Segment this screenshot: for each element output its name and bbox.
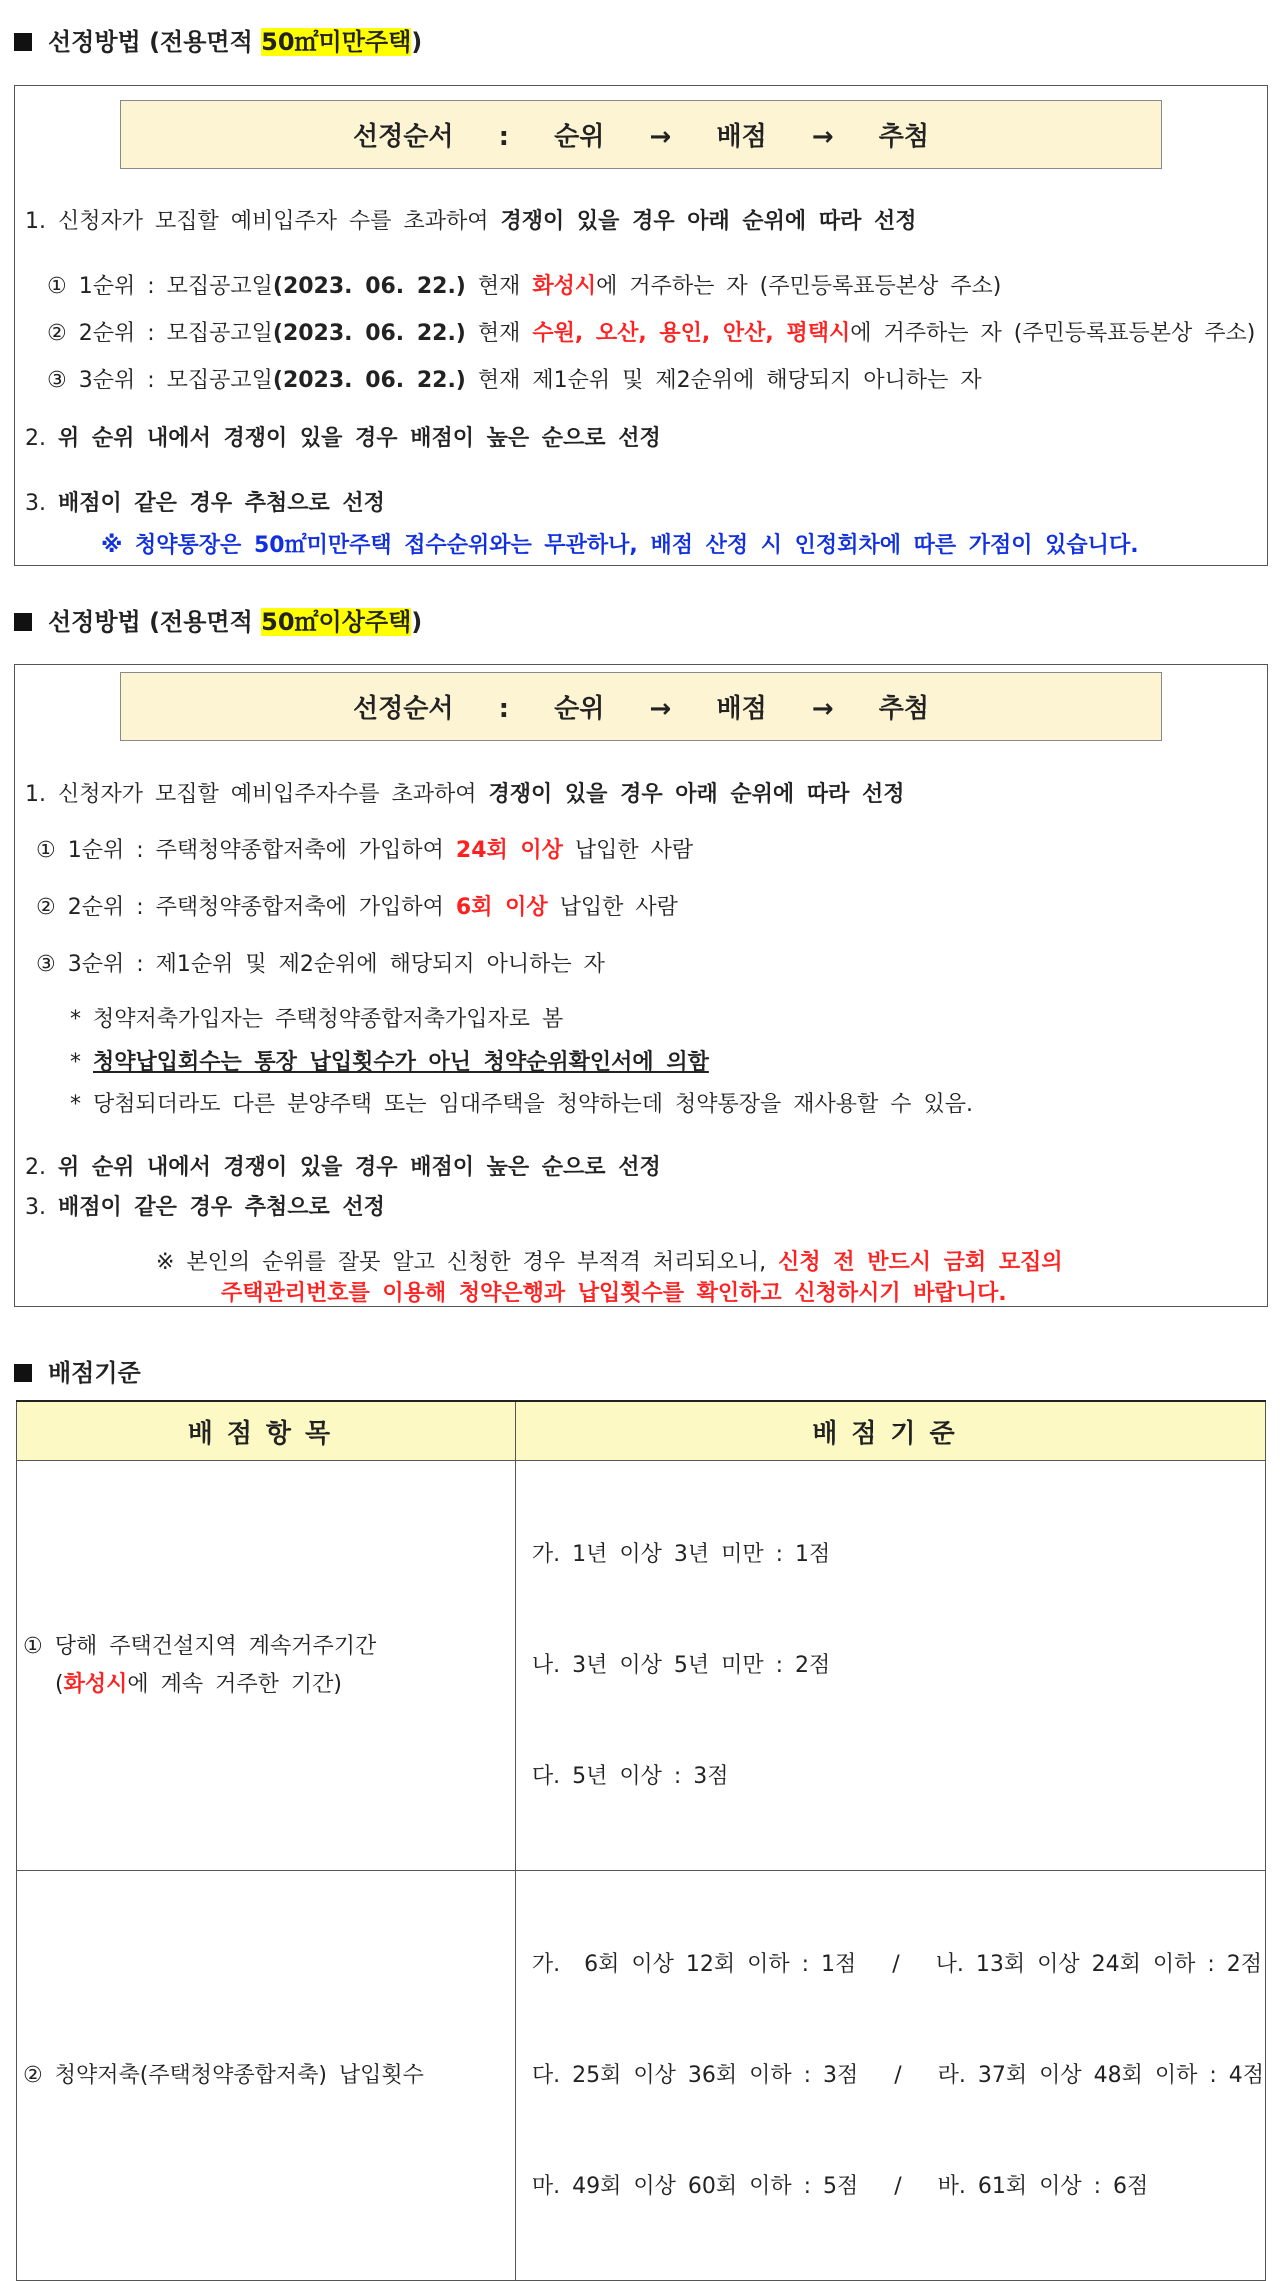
scoring-table bbox=[16, 1400, 1266, 2281]
section2-warning-red: 신청 전 반드시 금회 모집의 bbox=[778, 1250, 1063, 1275]
section2-warning-line2: 주택관리번호를 이용해 청약은행과 납입횟수를 확인하고 신청하시기 바랍니다. bbox=[221, 1281, 1007, 1306]
row1-criteria-2: 나. 3년 이상 5년 미만 : 2점 bbox=[531, 1653, 831, 1678]
section1-item2 bbox=[25, 421, 661, 452]
section1-item3-text: 배점이 같은 경우 추첨으로 선정 bbox=[57, 491, 385, 516]
section1-rank2-rest: 에 거주하는 자 (주민등록표등본상 주소) bbox=[850, 321, 1256, 346]
section2-item1 bbox=[25, 777, 905, 808]
section2-heading-text: 선정방법 (전용면적 bbox=[48, 608, 262, 636]
row1-criteria bbox=[515, 1461, 1265, 1871]
section1-rank1 bbox=[47, 269, 1001, 300]
section1-rank2-cities: 수원, 오산, 용인, 안산, 평택시 bbox=[532, 321, 851, 346]
section1-rank1-rest: 에 거주하는 자 (주민등록표등본상 주소) bbox=[596, 274, 1002, 299]
section1-rank3 bbox=[47, 363, 982, 394]
section1-rank2-text: 현재 bbox=[465, 321, 533, 346]
row2-criteria-2: 다. 25회 이상 36회 이하 : 3점 / 라. 37회 이상 48회 이하 : 4점 bbox=[531, 2063, 1264, 2088]
row1-rest: 에 계속 거주한 기간) bbox=[127, 1671, 342, 1697]
row1-item-line1: ① 당해 주택건설지역 계속거주기간 bbox=[23, 1633, 377, 1659]
row1-city: 화성시 bbox=[63, 1671, 128, 1697]
section1-banner: 선정순서 : 순위 → 배점 → 추첨 bbox=[120, 100, 1162, 169]
section2-rank2-label: ② 2순위 : 주택청약종합저축에 가입하여 bbox=[36, 895, 456, 920]
section2-item3 bbox=[25, 1190, 385, 1221]
section2-item2 bbox=[25, 1150, 661, 1181]
row2-criteria-1: 가. 6회 이상 12회 이하 : 1점 / 나. 13회 이상 24회 이하 : 2점 bbox=[531, 1952, 1262, 1977]
section2-note2-mark: * bbox=[70, 1050, 93, 1075]
row1-paren: ( bbox=[55, 1671, 64, 1697]
table-row bbox=[17, 1871, 1266, 2281]
row1-criteria-1: 가. 1년 이상 3년 미만 : 1점 bbox=[531, 1542, 831, 1567]
section2-rank1-rest: 납입한 사람 bbox=[562, 838, 694, 863]
section2-note1: * 청약저축가입자는 주택청약종합저축가입자로 봄 bbox=[70, 1007, 564, 1032]
section1-item2-num: 2. bbox=[25, 426, 58, 451]
section1-item3-num: 3. bbox=[25, 491, 58, 516]
section2-note2 bbox=[70, 1045, 709, 1076]
section1-heading-highlight: 50㎡미만주택 bbox=[261, 28, 412, 56]
section2-item3-text: 배점이 같은 경우 추첨으로 선정 bbox=[57, 1195, 385, 1220]
section2-heading-highlight: 50㎡이상주택 bbox=[261, 608, 412, 636]
row1-item-line2 bbox=[23, 1666, 514, 1704]
section2-item3-num: 3. bbox=[25, 1195, 58, 1220]
section2-rank1 bbox=[36, 833, 693, 864]
square-bullet-icon bbox=[14, 33, 32, 51]
section2-rank2 bbox=[36, 890, 678, 921]
section2-note2-text: 청약납입회수는 통장 납입횟수가 아닌 청약순위확인서에 의함 bbox=[93, 1050, 709, 1075]
section1-item1-bold: 경쟁이 있을 경우 아래 순위에 따라 선정 bbox=[500, 209, 917, 234]
section2-warning-text: ※ 본인의 순위를 잘못 알고 신청한 경우 부적격 처리되오니, bbox=[156, 1250, 779, 1275]
section1-rank2-label: ② 2순위 : 모집공고일 bbox=[47, 321, 273, 346]
section3-heading-text: 배점기준 bbox=[48, 1359, 141, 1387]
section2-rank2-rest: 납입한 사람 bbox=[547, 895, 678, 920]
square-bullet-icon bbox=[14, 1364, 32, 1382]
row2-item: ② 청약저축(주택청약종합저축) 납입횟수 bbox=[17, 1871, 516, 2281]
section1-rank2 bbox=[47, 316, 1255, 347]
section1-rank3-label: ③ 3순위 : 모집공고일 bbox=[47, 368, 273, 393]
section1-rank3-rest: 현재 제1순위 및 제2순위에 해당되지 아니하는 자 bbox=[465, 368, 982, 393]
section2-rank1-label: ① 1순위 : 주택청약종합저축에 가입하여 bbox=[36, 838, 456, 863]
section1-rank1-label: ① 1순위 : 모집공고일 bbox=[47, 274, 273, 299]
section1-note: ※ 청약통장은 50㎡미만주택 접수순위와는 무관하나, 배점 산정 시 인정회차에 따른 가점이 있습니다. bbox=[101, 533, 1139, 558]
section1-item2-text: 위 순위 내에서 경쟁이 있을 경우 배점이 높은 순으로 선정 bbox=[57, 426, 661, 451]
section1-item1-text: 1. 신청자가 모집할 예비입주자 수를 초과하여 bbox=[25, 209, 501, 234]
header-score-item: 배점항목 bbox=[17, 1401, 516, 1461]
section3-heading bbox=[14, 1353, 141, 1388]
section2-rank1-count: 24회 이상 bbox=[455, 838, 563, 863]
table-row bbox=[17, 1461, 1266, 1871]
section1-rank3-date: (2023. 06. 22.) bbox=[272, 368, 466, 393]
section1-item3 bbox=[25, 486, 385, 517]
section2-rank2-count: 6회 이상 bbox=[455, 895, 548, 920]
section2-rank3: ③ 3순위 : 제1순위 및 제2순위에 해당되지 아니하는 자 bbox=[36, 952, 605, 977]
section1-rank1-text: 현재 bbox=[465, 274, 533, 299]
section1-heading-suffix: ) bbox=[411, 28, 423, 56]
section1-box bbox=[14, 85, 1268, 566]
section2-item2-text: 위 순위 내에서 경쟁이 있을 경우 배점이 높은 순으로 선정 bbox=[57, 1155, 661, 1180]
table-header-row bbox=[17, 1401, 1266, 1461]
section1-item1 bbox=[25, 204, 917, 235]
section1-rank1-city: 화성시 bbox=[532, 274, 597, 299]
section2-warning-line1 bbox=[156, 1245, 1063, 1276]
section2-item2-num: 2. bbox=[25, 1155, 58, 1180]
section2-heading bbox=[14, 602, 422, 637]
row1-criteria-3: 다. 5년 이상 : 3점 bbox=[531, 1764, 729, 1789]
section1-rank1-date: (2023. 06. 22.) bbox=[272, 274, 466, 299]
section2-item1-text: 1. 신청자가 모집할 예비입주자수를 초과하여 bbox=[25, 782, 489, 807]
header-score-criteria: 배점기준 bbox=[515, 1401, 1265, 1461]
row1-item bbox=[17, 1461, 516, 1871]
section1-heading bbox=[14, 22, 422, 57]
section2-banner: 선정순서 : 순위 → 배점 → 추첨 bbox=[120, 672, 1162, 741]
section1-rank2-date: (2023. 06. 22.) bbox=[272, 321, 466, 346]
section1-heading-text: 선정방법 (전용면적 bbox=[48, 28, 262, 56]
section2-box bbox=[14, 664, 1268, 1307]
section2-item1-bold: 경쟁이 있을 경우 아래 순위에 따라 선정 bbox=[488, 782, 905, 807]
row2-criteria-3: 마. 49회 이상 60회 이하 : 5점 / 바. 61회 이상 : 6점 bbox=[531, 2174, 1149, 2199]
section2-heading-suffix: ) bbox=[411, 608, 423, 636]
square-bullet-icon bbox=[14, 613, 32, 631]
row2-criteria bbox=[515, 1871, 1265, 2281]
section2-note3: * 당첨되더라도 다른 분양주택 또는 임대주택을 청약하는데 청약통장을 재사용할 수 있음. bbox=[70, 1092, 973, 1117]
